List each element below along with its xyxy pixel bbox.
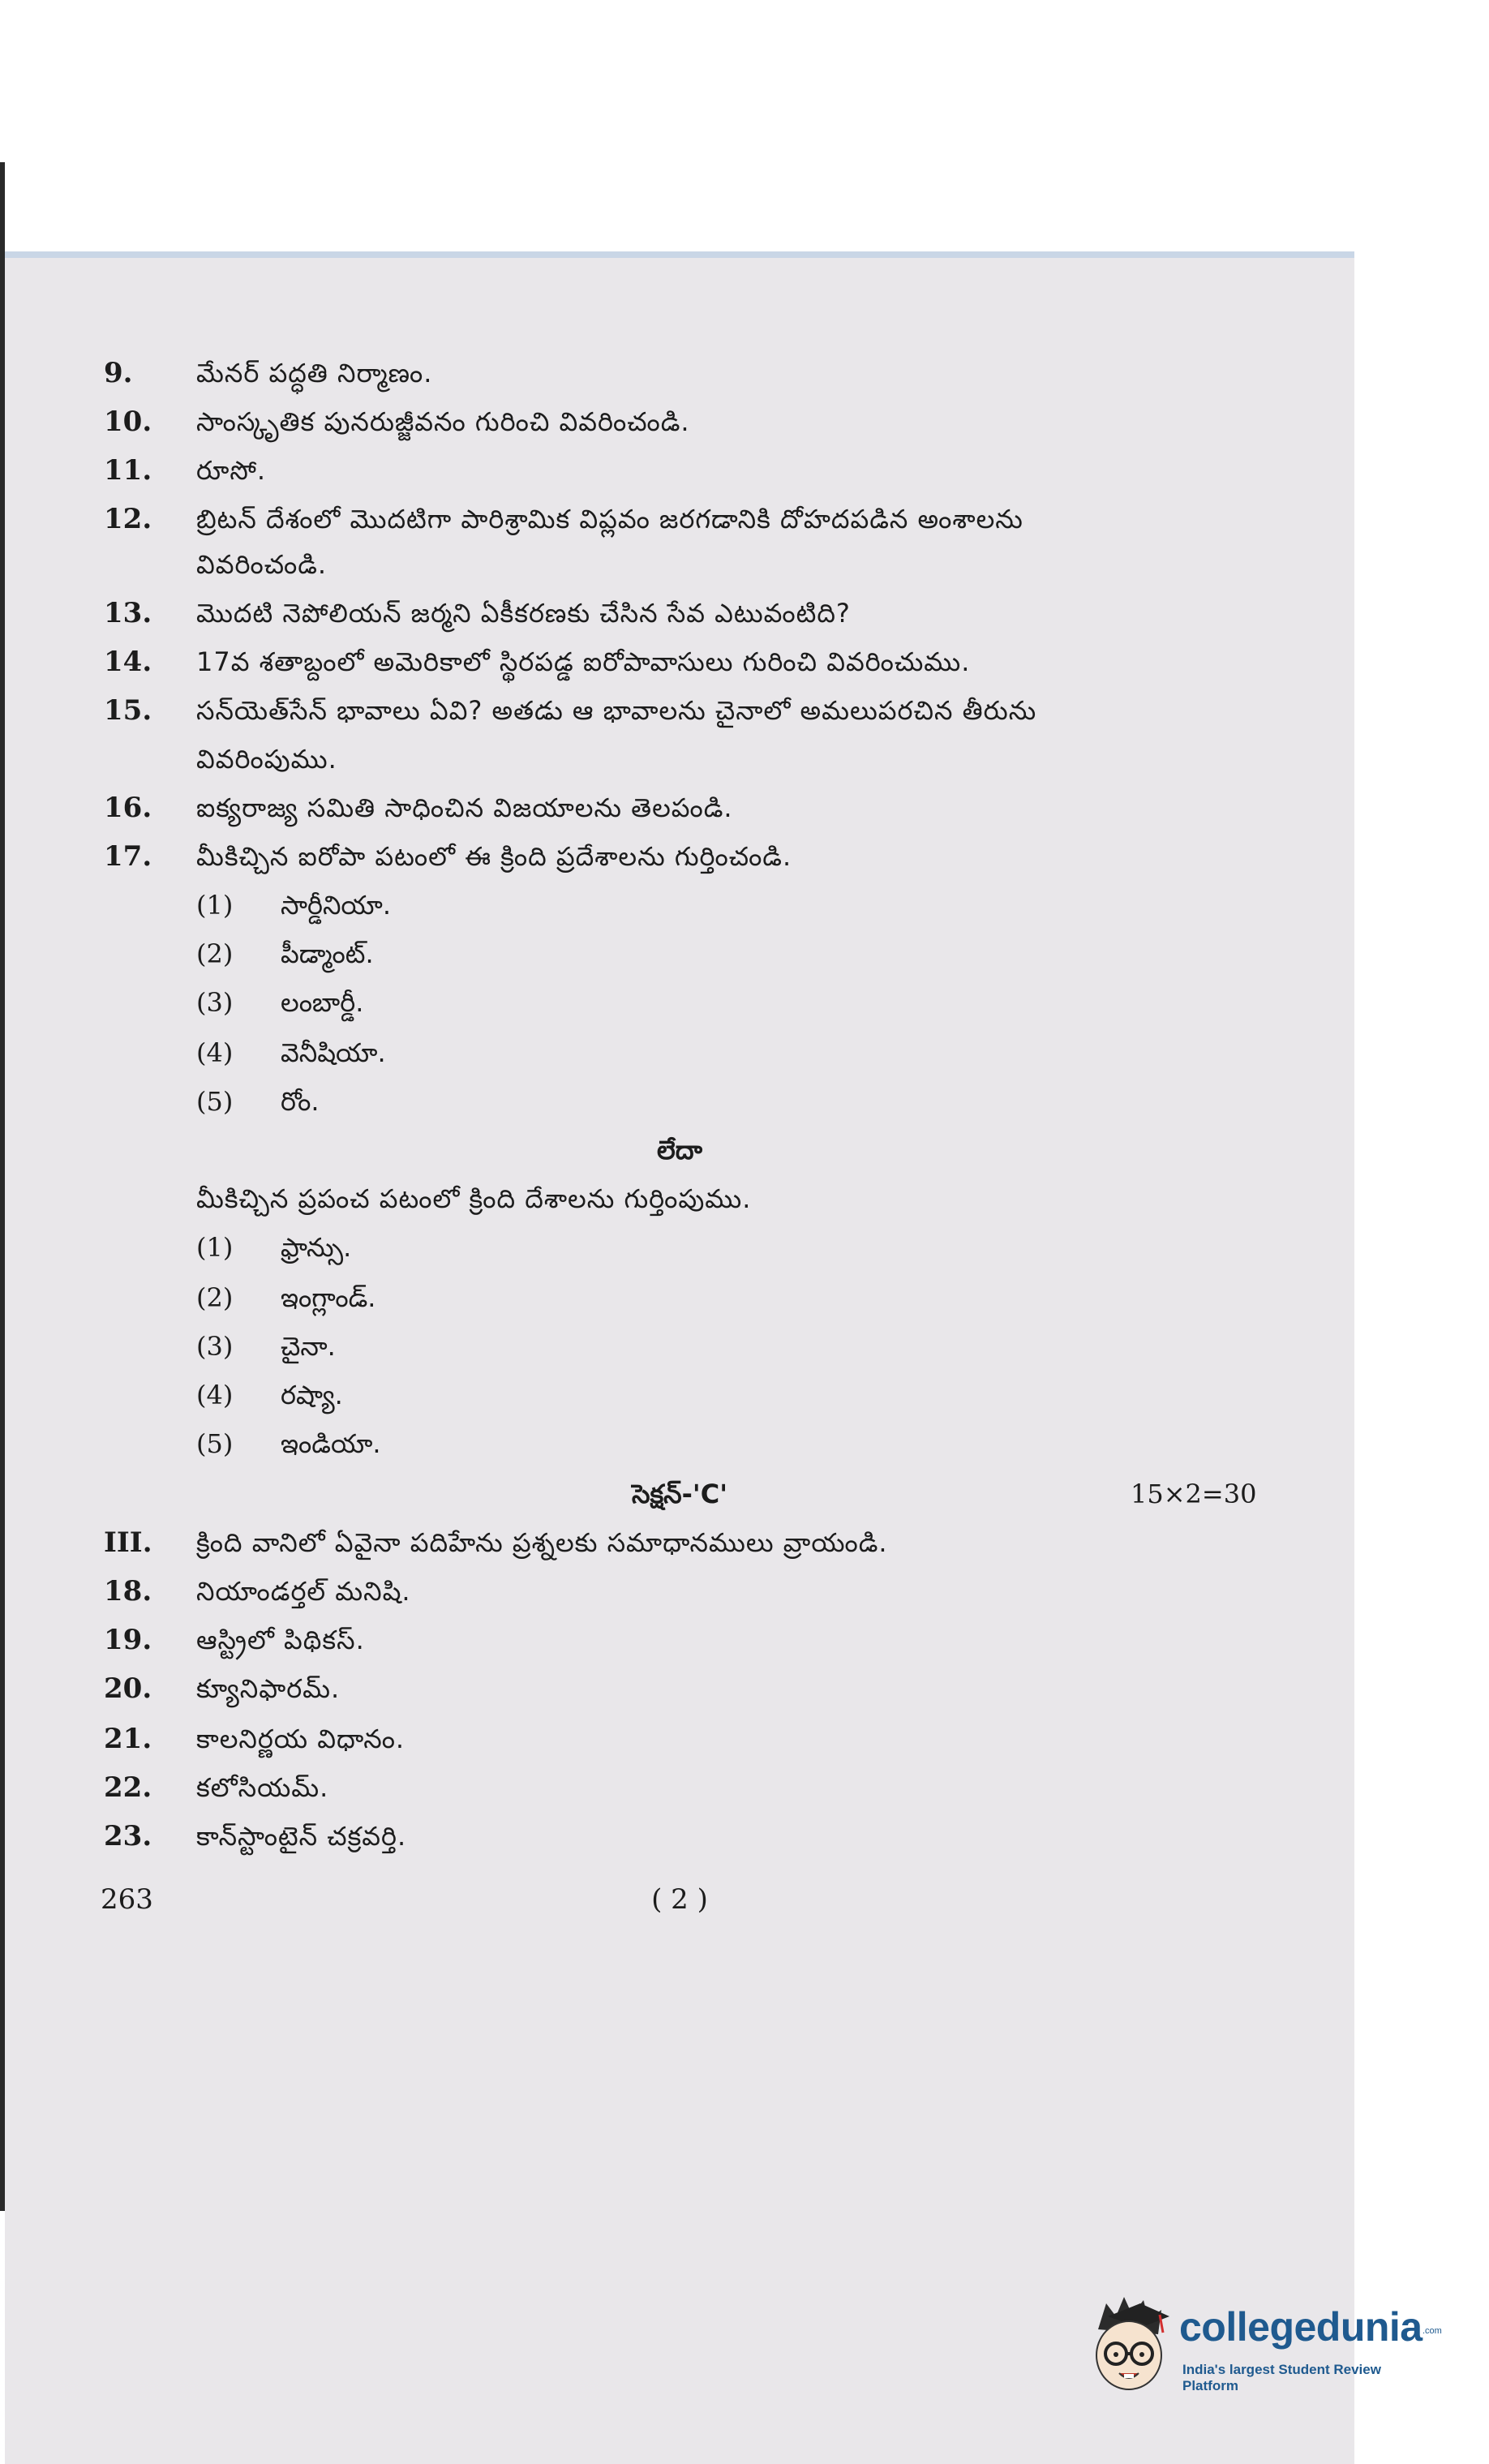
exam-page <box>5 258 1354 2464</box>
question-text: ఆస్ట్రిలో పిథికస్. <box>196 1625 365 1655</box>
question-text: బ్రిటన్ దేశంలో మొదటిగా పారిశ్రామిక విప్లవం జరగడానికి దోహదపడిన అంశాలను <box>196 504 1023 534</box>
question-text: రూసో. <box>196 455 267 486</box>
question-number: 11. <box>104 454 152 487</box>
question-text: మేనర్ పద్ధతి నిర్మాణం. <box>196 358 433 388</box>
instruction-text: క్రింది వానిలో ఏవైనా పదిహేను ప్రశ్నలకు సమాధానములు వ్రాయండి. <box>196 1527 888 1558</box>
question-text-cont: వివరింపుము. <box>196 744 337 775</box>
question-number: 20. <box>104 1672 152 1705</box>
item-text: రోం. <box>281 1086 320 1117</box>
page-number: ( 2 ) <box>651 1883 708 1916</box>
item-text: వెనీషియా. <box>281 1037 386 1068</box>
item-text: ఇంగ్లాండ్. <box>281 1282 376 1313</box>
question-text: మొదటి నెపోలియన్ జర్మని ఏకీకరణకు చేసిన సేవ ఎటువంటిది? <box>196 598 851 629</box>
question-text: కాలనిర్ణయ విధానం. <box>196 1724 406 1754</box>
item-text: ఇండియా. <box>281 1428 381 1459</box>
item-number: (5) <box>196 1086 234 1117</box>
question-text: 17వ శతాబ్దంలో అమెరికాలో స్థిరపడ్డ ఐరోపావాసులు గురించి వివరించుము. <box>196 646 971 677</box>
question-text: ఐక్యరాజ్య సమితి సాధించిన విజయాలను తెలపండి. <box>196 792 733 823</box>
paper-code: 263 <box>101 1883 153 1916</box>
scan-top-line <box>5 251 1354 258</box>
item-number: (5) <box>196 1428 234 1459</box>
question-number: 12. <box>104 503 152 535</box>
instruction-number: III. <box>104 1526 152 1559</box>
question-number: 21. <box>104 1723 152 1755</box>
item-text: సార్డీనియా. <box>281 890 392 921</box>
question-number: 17. <box>104 840 152 873</box>
item-text: పీడ్మాంట్. <box>281 938 374 969</box>
question-number: 16. <box>104 792 152 824</box>
logo-wordmark: collegedunia <box>1179 2304 1422 2350</box>
mascot-icon <box>1083 2292 1174 2406</box>
question-number: 22. <box>104 1771 152 1804</box>
item-number: (4) <box>196 1380 234 1410</box>
item-number: (2) <box>196 1282 234 1313</box>
question-text-cont: వివరించండి. <box>196 549 328 580</box>
item-number: (3) <box>196 1331 234 1362</box>
question-number: 15. <box>104 694 152 727</box>
question-number: 10. <box>104 406 152 438</box>
question-text: సన్‌యెత్‌సేన్ భావాలు ఏవి? అతడు ఆ భావాలను చైనాలో అమలుపరచిన తీరును <box>196 695 1037 726</box>
item-number: (2) <box>196 938 234 969</box>
item-number: (1) <box>196 890 234 921</box>
item-text: చైనా. <box>281 1331 336 1362</box>
item-number: (1) <box>196 1232 234 1263</box>
question-text: కాన్‌స్టాంటైన్ చక్రవర్తి. <box>196 1821 407 1852</box>
question-number: 13. <box>104 597 152 629</box>
item-text: ఫ్రాన్సు. <box>281 1232 352 1263</box>
question-number: 23. <box>104 1820 152 1852</box>
question-number: 19. <box>104 1624 152 1656</box>
alt-question-text: మీకిచ్చిన ప్రపంచ పటంలో క్రింది దేశాలను గుర్తింపుము. <box>196 1183 752 1214</box>
item-text: లంబార్డీ. <box>281 987 364 1018</box>
question-number: 9. <box>104 357 133 389</box>
logo-tagline: India's largest Student Review Platform <box>1182 2362 1381 2393</box>
or-label: లేదా <box>657 1135 702 1165</box>
section-title: సెక్షన్-'C' <box>632 1479 727 1509</box>
item-number: (4) <box>196 1037 234 1068</box>
question-number: 18. <box>104 1575 152 1608</box>
item-text: రష్యా. <box>281 1380 343 1410</box>
question-text: మీకిచ్చిన ఐరోపా పటంలో ఈ క్రింది ప్రదేశాలను గుర్తించండి. <box>196 841 792 872</box>
collegedunia-logo <box>1083 2292 1440 2406</box>
question-text: సాంస్కృతిక పునరుజ్జీవనం గురించి వివరించండి. <box>196 406 690 437</box>
question-text: కలోసియమ్. <box>196 1772 329 1803</box>
logo-com: .com <box>1422 2326 1442 2336</box>
question-text: క్యూనిఫారమ్. <box>196 1673 341 1704</box>
question-text: నియాండర్తల్ మనిషి. <box>196 1576 411 1607</box>
section-marks: 15×2=30 <box>1131 1479 1257 1509</box>
question-number: 14. <box>104 646 152 678</box>
item-number: (3) <box>196 987 234 1018</box>
